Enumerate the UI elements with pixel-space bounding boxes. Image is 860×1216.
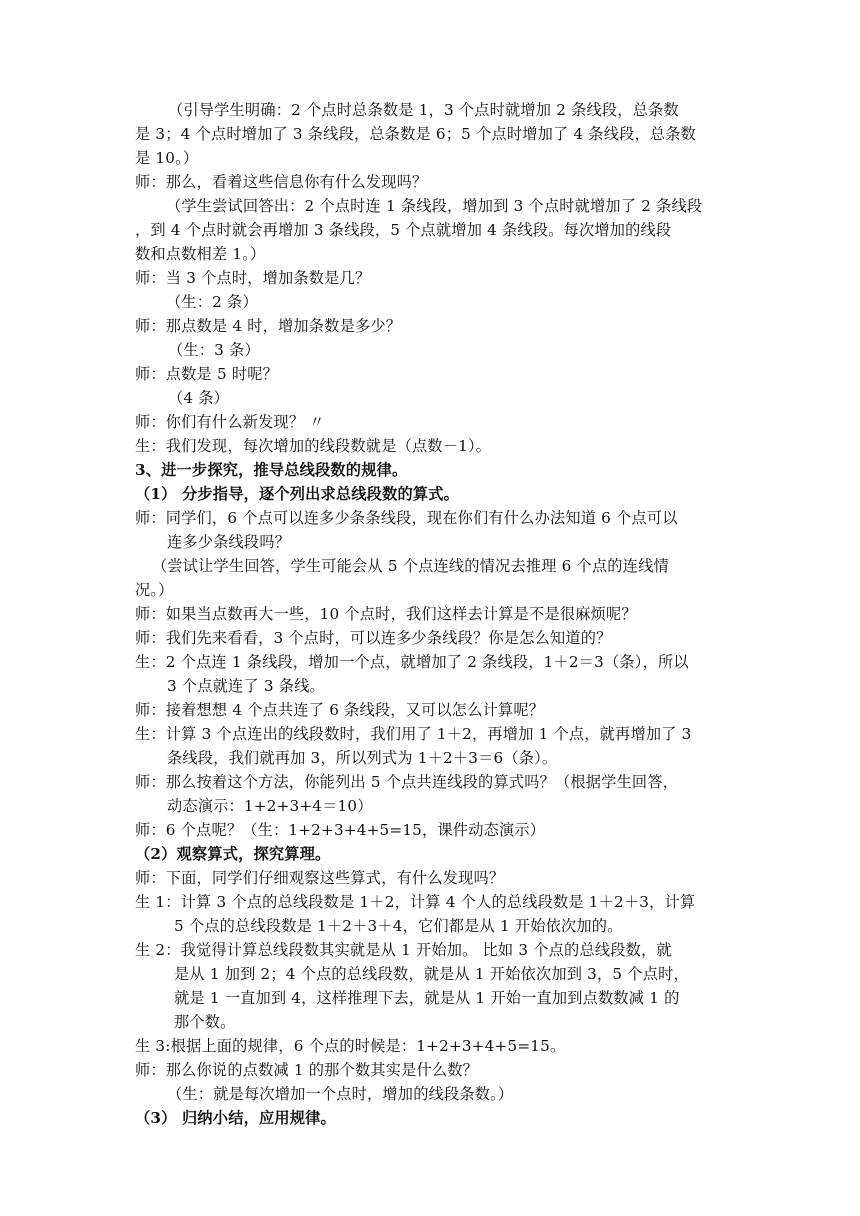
text-line: 师：下面，同学们仔细观察这些算式，有什么发现吗？	[135, 869, 505, 887]
text-line: 生 3:根据上面的规律，6 个点的时候是：1+2+3+4+5=15。	[135, 1037, 566, 1055]
text-line: 生 1：计算 3 个点的总线段数是 1＋2，计算 4 个人的总线段数是 1＋2＋3，计算	[135, 893, 696, 911]
text-line: 师：那么你说的点数减 1 的那个数其实是什么数？	[135, 1061, 479, 1079]
text-line: （引导学生明确：2 个点时总条数是 1，3 个点时就增加 2 条线段，总条数	[168, 101, 679, 119]
text-line: 师：如果当点数再大一些，10 个点时，我们这样去计算是不是很麻烦呢？	[135, 605, 637, 623]
text-line: 师：那么，看着这些信息你有什么发现吗？	[135, 173, 428, 191]
text-line: 师：那点数是 4 时，增加条数是多少？	[135, 317, 402, 335]
text-line: （4 条）	[168, 389, 230, 407]
text-line: ，到 4 个点时就会再增加 3 条线段，5 个点就增加 4 条线段。每次增加的线段	[135, 221, 672, 239]
text-line: 动态演示：1+2+3+4＝10）	[167, 797, 373, 815]
text-line: 师：那么按着这个方法，你能列出 5 个点共连线段的算式吗？（根据学生回答，	[135, 773, 679, 791]
text-line: 就是 1 一直加到 4，这样推理下去，就是从 1 开始一直加到点数数减 1 的	[174, 989, 680, 1007]
text-line: 是 10。）	[135, 149, 199, 167]
text-line: 那个数。	[174, 1013, 236, 1031]
text-line: 5 个点的总线段数是 1＋2＋3＋4，它们都是从 1 开始依次加的。	[174, 917, 623, 935]
section-heading: 3、进一步探究，推导总线段数的规律。	[135, 461, 408, 479]
text-line: 师：点数是 5 时呢？	[135, 365, 279, 383]
text-line: 生 2：我觉得计算总线段数其实就是从 1 开始加。 比如 3 个点的总线段数，就	[135, 941, 672, 959]
text-line: 师：接着想想 4 个点共连了 6 条线段，又可以怎么计算呢？	[135, 701, 545, 719]
subsection-heading: （2）观察算式，探究算理。	[135, 845, 331, 863]
text-line: （学生尝试回答出：2 个点时连 1 条线段，增加到 3 个点时就增加了 2 条线段	[166, 197, 703, 215]
text-line: 师：当 3 个点时，增加条数是几？	[135, 269, 371, 287]
text-line: （尝试让学生回答，学生可能会从 5 个点连线的情况去推理 6 个点的连线情	[152, 557, 669, 575]
text-line: 是从 1 加到 2；4 个点的总线段数，就是从 1 开始依次加到 3，5 个点时，	[174, 965, 689, 983]
text-line: 生：我们发现，每次增加的线段数就是（点数－1）。	[135, 437, 492, 455]
text-line: 3 个点就连了 3 条线。	[167, 677, 325, 695]
text-line: 况。）	[135, 581, 174, 599]
subsection-heading: （3） 归纳小结，应用规律。	[135, 1109, 336, 1127]
text-line: 生：计算 3 个点连出的线段数时，我们用了 1＋2，再增加 1 个点，就再增加了 3	[135, 725, 692, 743]
text-line: （生：3 条）	[168, 341, 260, 359]
text-line: （生：就是每次增加一个点时，增加的线段条数。）	[167, 1085, 514, 1103]
text-line: 连多少条线段吗？	[167, 533, 291, 551]
text-line: 师：我们先来看看，3 个点时，可以连多少条线段？你是怎么知道的？	[135, 629, 612, 647]
text-line: 师：你们有什么新发现？ 〃	[135, 413, 325, 431]
text-line: 是 3；4 个点时增加了 3 条线段，总条数是 6；5 个点时增加了 4 条线段，总条数	[135, 125, 697, 143]
text-line: （生：2 条）	[166, 293, 258, 311]
text-line: 数和点数相差 1。）	[135, 245, 266, 263]
subsection-heading: （1） 分步指导，逐个列出求总线段数的算式。	[135, 485, 460, 503]
text-line: 师：同学们，6 个点可以连多少条条线段，现在你们有什么办法知道 6 个点可以	[135, 509, 678, 527]
text-line: 生：2 个点连 1 条线段，增加一个点，就增加了 2 条线段，1＋2＝3（条），所以	[135, 653, 689, 671]
text-line: 条线段，我们就再加 3，所以列式为 1＋2＋3＝6（条）。	[167, 749, 558, 767]
text-line: 师：6 个点呢？（生：1+2+3+4+5=15，课件动态演示）	[135, 821, 546, 839]
